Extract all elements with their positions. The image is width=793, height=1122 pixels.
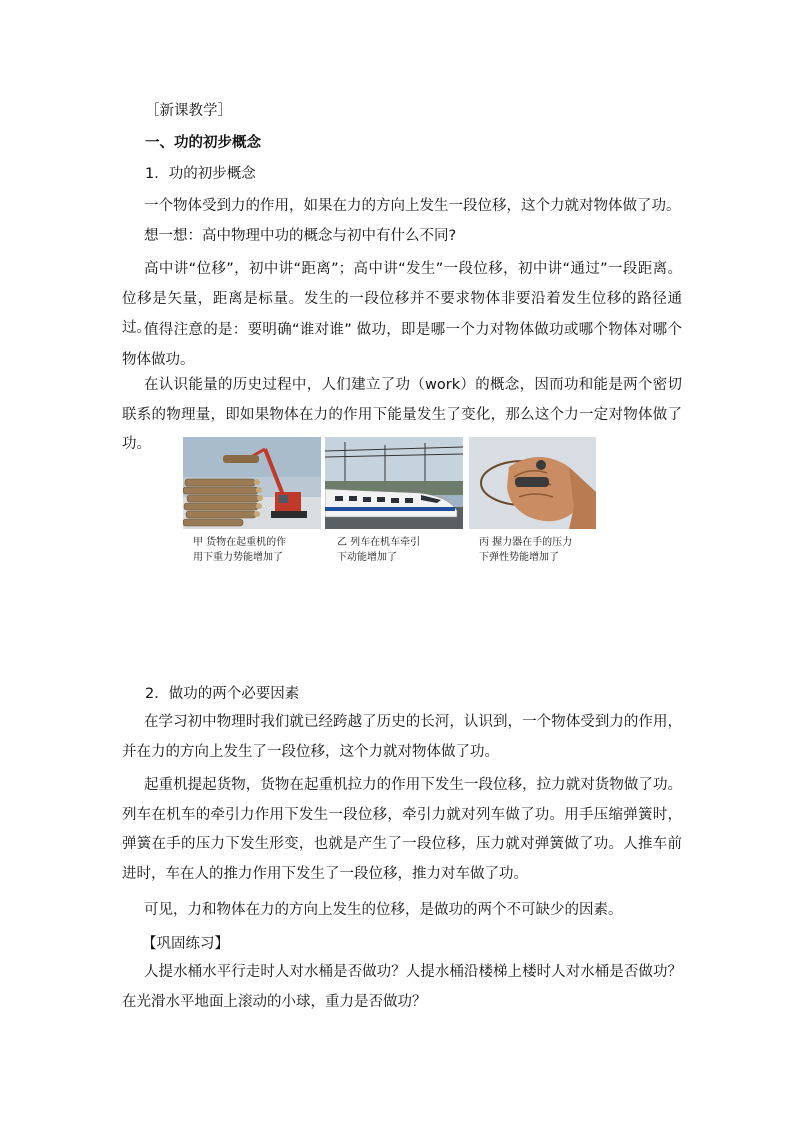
paragraph-attention: 值得注意的是：要明确“谁对谁” 做功，即是哪一个力对物体做功或哪个物体对哪个物体做功。 — [122, 322, 682, 368]
heading-work-concept: 一、功的初步概念 — [145, 135, 261, 151]
crane-photo — [183, 437, 321, 529]
caption-crane-line2: 用下重力势能增加了 — [193, 552, 283, 563]
hand-grip-photo — [469, 437, 596, 529]
paragraph-conclusion: 可见，力和物体在力的方向上发生的位移，是做功的两个不可缺少的因素。 — [144, 902, 623, 918]
section-tag: ［新课教学］ — [145, 103, 232, 119]
train-photo — [325, 437, 463, 529]
subheading-2: 2．做功的两个必要因素 — [145, 686, 300, 702]
paragraph-think: 想一想：高中物理中功的概念与初中有什么不同? — [144, 228, 457, 244]
caption-train-line1: 乙 列车在机车牵引 — [337, 537, 421, 548]
paragraph-practice-question: 人提水桶水平行走时人对水桶是否做功？人提水桶沿楼梯上楼时人对水桶是否做功？在光滑水平地面上滚动的小球，重力是否做功？ — [122, 964, 682, 1010]
practice-tag: 【巩固练习】 — [142, 936, 229, 952]
paragraph-definition: 一个物体受到力的作用，如果在力的方向上发生一段位移，这个力就对物体做了功。 — [144, 198, 681, 214]
paragraph-two-factors: 在学习初中物理时我们就已经跨越了历史的长河，认识到，一个物体受到力的作用，并在力的方向上发生了一段位移，这个力就对物体做了功。 — [122, 714, 682, 760]
caption-crane-line1: 甲 货物在起重机的作 — [193, 537, 287, 548]
caption-train-line2: 下动能增加了 — [337, 552, 397, 563]
paragraph-energy-history: 在认识能量的历史过程中，人们建立了功（work）的概念，因而功和能是两个密切联系的物理量，即如果物体在力的作用下能量发生了变化，那么这个力一定对物体做了功。 — [122, 377, 682, 452]
paragraph-comparison: 高中讲“位移”，初中讲“距离”；高中讲“发生”一段位移，初中讲“通过”一段距离。位移是矢量，距离是标量。发生的一段位移并不要求物体非要沿着发生位移的路径通过。 — [122, 261, 682, 336]
subheading-1: 1．功的初步概念 — [145, 166, 256, 182]
paragraph-examples: 起重机提起货物，货物在起重机拉力的作用下发生一段位移，拉力就对货物做了功。列车在机车的牵引力作用下发生一段位移，牵引力就对列车做了功。用手压缩弹簧时，弹簧在手的压力下发生形变，也就是产生了一段位移，压力就对弹簧做了功。人推车前进时，车在人的推力作用下发生了一段位移，推力对车做了功。 — [122, 777, 682, 882]
caption-grip-line1: 丙 握力器在手的压力 — [479, 537, 573, 548]
caption-grip-line2: 下弹性势能增加了 — [479, 552, 559, 563]
